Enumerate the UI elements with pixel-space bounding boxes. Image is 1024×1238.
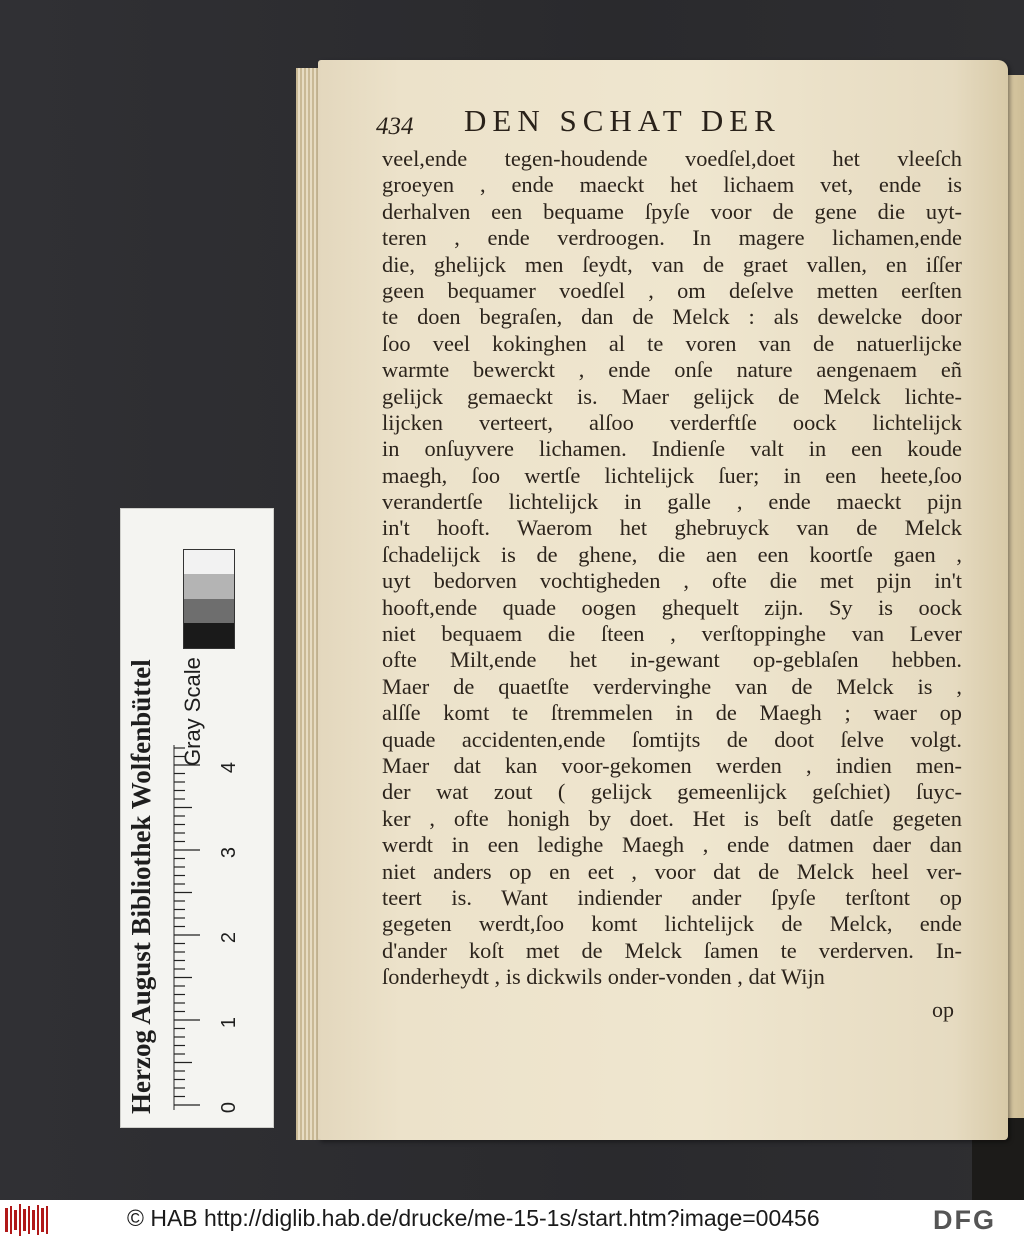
text-line: in onſuyvere lichamen. Indienſe valt in een koude <box>382 436 962 462</box>
text-line: niet bequaem die ſteen , verſtoppinghe van Lever <box>382 621 962 647</box>
text-line: Maer dat kan voor-gekomen werden , indien men- <box>382 752 962 778</box>
text-line: die, ghelijck men ſeydt, van de graet vallen, en iſſer <box>382 251 962 277</box>
text-line: ſchadelijck is de ghene, die aen een koortſe gaen , <box>382 541 962 567</box>
text-line: hooft,ende quade oogen ghequelt zijn. Sy is oock <box>382 594 962 620</box>
ruler-label-4: 4 <box>218 761 241 774</box>
text-line: in't hooft. Waerom het ghebruyck van de Melck <box>382 515 962 541</box>
text-line: niet anders op en eet , voor dat de Melck heel ver- <box>382 858 962 884</box>
text-line: ſonderheydt , is dickwils onder-vonden , dat Wijn <box>382 964 825 990</box>
text-line: ſoo veel kokinghen al te voren van de natuerlijcke <box>382 330 962 356</box>
text-line: ker , ofte honigh by doet. Het is beſt datſe gegeten <box>382 805 962 831</box>
text-line: uyt bedorven vochtigheden , ofte die met pijn in't <box>382 568 962 594</box>
text-line: derhalven een bequame ſpyſe voor de gene die uyt- <box>382 198 962 224</box>
ruler-label-1: 1 <box>218 1016 241 1029</box>
text-line: verandertſe lichtelijck in galle , ende maeckt pijn <box>382 489 962 515</box>
text-line: teren , ende verdroogen. In magere lichamen,ende <box>382 225 962 251</box>
gray-patch <box>184 599 234 623</box>
catchword: op <box>932 997 954 1022</box>
page-number: 434 <box>376 113 414 140</box>
gray-scale-patches <box>183 549 235 649</box>
ruler-label-3: 3 <box>218 846 241 859</box>
text-line: d'ander koſt met de Melck ſamen te verderven. In- <box>382 937 962 963</box>
ruler <box>170 745 226 1115</box>
page-header <box>376 101 936 141</box>
text-line: lijcken verteert, alſoo verderftſe oock lichtelijck <box>382 409 962 435</box>
gray-scale-label: Gray Scale <box>180 657 205 766</box>
text-line: maegh, ſoo wertſe lichtelijck ſuer; in een heete,ſoo <box>382 462 962 488</box>
text-line: te doen begraſen, dan de Melck : als dewelcke door <box>382 304 962 330</box>
text-line: groeyen , ende maeckt het lichaem vet, ende is <box>382 172 962 198</box>
text-line: gelijck gemaeckt is. Maer gelijck de Melck lichte- <box>382 383 962 409</box>
text-line: ofte Milt,ende het in-gewant op-geblaſen hebben. <box>382 647 962 673</box>
text-line: veel,ende tegen-houdende voedſel,doet het vleeſch <box>382 146 962 171</box>
text-line: teert is. Want indiender ander ſpyſe terſtont op <box>382 884 962 910</box>
text-line: Maer de quaetſte verdervinghe van de Melck is , <box>382 673 962 699</box>
text-line: geen bequamer voedſel , om deſelve metten eerſten <box>382 277 962 303</box>
dfg-logo <box>933 1206 1019 1232</box>
text-line: der wat zout ( gelijck gemeenlijck geſchiet) ſuyc- <box>382 779 962 805</box>
text-line: gegeten werdt,ſoo komt lichtelijck de Melck, ende <box>382 911 962 937</box>
gray-patch <box>184 550 234 574</box>
text-line: quade accidenten,ende ſomtijts de doot ſelve volgt. <box>382 726 962 752</box>
body-text <box>382 146 962 991</box>
ruler-label-0: 0 <box>218 1101 241 1114</box>
gray-patch <box>184 574 234 599</box>
running-title: DEN SCHAT DER <box>464 103 781 138</box>
ruler-label-2: 2 <box>218 931 241 944</box>
text-line: werdt in een ledighe Maegh , ende datmen daer dan <box>382 832 962 858</box>
dfg-logo-text: DFG <box>933 1206 996 1232</box>
text-line: warmte bewerckt , ende onſe nature aengenaem eñ <box>382 357 962 383</box>
hab-barcode-icon <box>5 1204 51 1236</box>
gray-patch <box>184 623 234 648</box>
source-citation: © HAB http://diglib.hab.de/drucke/me-15-1s/start.htm?image=00456 <box>127 1205 820 1231</box>
institution-label: Herzog August Bibliothek Wolfenbüttel <box>126 659 156 1114</box>
text-line: alſſe komt te ſtremmelen in de Maegh ; waer op <box>382 700 962 726</box>
